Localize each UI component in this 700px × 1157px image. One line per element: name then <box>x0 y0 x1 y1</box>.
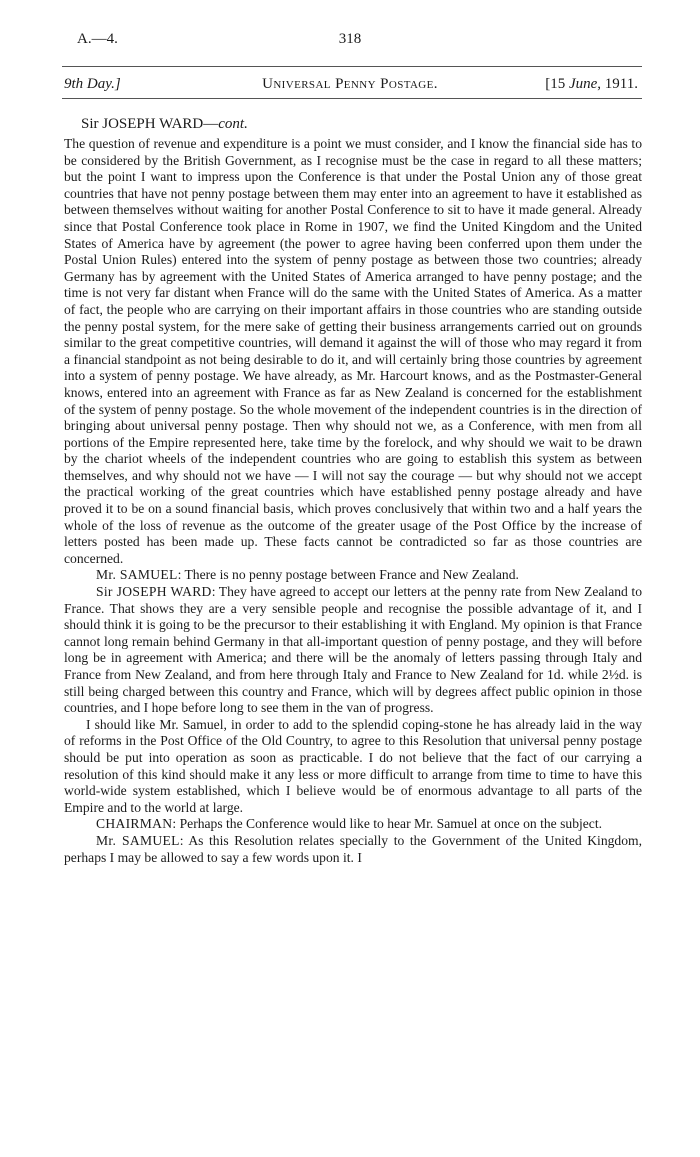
header-title: Universal Penny Postage. <box>262 76 438 92</box>
paragraph-6-speaker: Mr. SAMUEL <box>96 832 180 848</box>
header-rule-top <box>62 66 642 67</box>
paragraph-1-text: The question of revenue and expenditure is a point we must consider, and I know the financial side has to be considered by the British Government, as I recognise must be the case in regard to all these matters; but the point I want to impress upon the Conference is that under the Postal Union any of those great countries that have not penny postage between them may enter into an agreement to have it established as between themselves without waiting for another Postal Conference to sit to have it made general. Already since that Postal Conference took place in Rome in 1907, we find the United Kingdom and the United States of America have by agreement (the power to agree having been conferred upon them under the Postal Union Rules) entered into the system of penny postage as between those two countries; already Germany has by agreement with the United States of America arranged to have penny postage; and the time is not very far distant when France will do the same with the United States of America. As a matter of fact, the people who are carrying on their important affairs in those countries who are standing outside the penny postal system, for the mere sake of getting their business arrangements carried out on grounds similar to the great competitive countries, will demand it against the will of those who may regard it from a financial standpoint as not being desirable to do it, and will certainly bring those countries by agreement into a system of penny postage. We have already, as Mr. Harcourt knows, and as the Postmaster-General knows, entered into an agreement with France as far as New Zealand is concerned for the establishment of the system of penny postage. So the whole movement of the independent countries is in the direction of bringing about universal penny postage. Then why should not we, as a Conference, with men from all portions of the Empire represented here, take time by the forelock, and why should we wait to be drawn by the chariot wheels of the independent countries who are going to establish this system as between themselves, and why should not we have — I will not say the courage — but why should not we accept the practical working of the great countries which have established penny postage already and have proved it to be on a sound financial basis, which proves conclusively that within two and a half years the whole of the loss of revenue as the outcome of the greater usage of the Post Office by the increase of letters posted has been made up. These facts cannot be contradicted so far as those countries are concerned. <box>64 136 642 566</box>
document-reference: A.—4. <box>77 31 118 47</box>
paragraph-3-speaker: Sir JOSEPH WARD <box>96 584 212 600</box>
paragraph-5-text: : Perhaps the Conference would like to hear Mr. Samuel at once on the subject. <box>172 816 603 832</box>
header-rule-bottom <box>62 98 642 99</box>
header-date-prefix: [15 <box>545 76 569 92</box>
speaker-heading-name: Sir JOSEPH WARD— <box>81 116 219 132</box>
paragraph-2 <box>64 567 642 584</box>
paragraph-4 <box>64 717 642 817</box>
paragraph-3 <box>64 584 642 717</box>
paragraph-6-text: : As this Resolution relates specially to the Government of the United Kingdom, perhaps I may be allowed to say a few words upon it. I <box>64 832 642 865</box>
page-number: 318 <box>338 31 362 47</box>
paragraph-5 <box>64 816 642 833</box>
header-date-suffix: , 1911. <box>597 76 638 92</box>
paragraph-3-text: : They have agreed to accept our letters at the penny rate from New Zealand to France. That shows they are a very sensible people and recognise the possible advantage of it, and I should think it is going to be the precursor to their establishing it with England. My opinion is that France cannot long remain behind Germany in that all-important question of penny postage, and they will before long be in agreement with America; and there will be the anomaly of letters passing through Italy and France from New Zealand, and from here through Italy and France to New Zealand for 1d. while 2½d. is still being charged between this country and France, which will by degrees affect public opinion in those countries, and I hope before long to see them in the van of progress. <box>64 584 642 716</box>
paragraph-4-text: I should like Mr. Samuel, in order to add to the splendid coping-stone he has already laid in the way of reforms in the Post Office of the Old Country, to agree to this Resolution that universal penny postage should be put into operation as soon as practicable. I do not believe that the fact of our carrying a resolution of this kind should make it any less or more difficult to arrange from time to time to have this world-wide system established, which I believe would be of enormous advantage to all parts of the Empire and to the world at large. <box>64 716 642 815</box>
paragraph-2-text: : There is no penny postage between France and New Zealand. <box>177 567 519 583</box>
header-day: 9th Day.] <box>64 76 121 92</box>
speaker-heading-suffix: cont. <box>218 116 248 132</box>
header-date <box>545 76 638 93</box>
paragraph-6 <box>64 833 642 866</box>
body-text <box>64 136 642 866</box>
paragraph-1 <box>64 136 642 567</box>
paragraph-5-speaker: CHAIRMAN <box>96 816 173 832</box>
paragraph-2-speaker: Mr. SAMUEL <box>96 567 178 583</box>
speaker-heading <box>81 116 248 133</box>
header-date-month: June <box>568 76 598 92</box>
